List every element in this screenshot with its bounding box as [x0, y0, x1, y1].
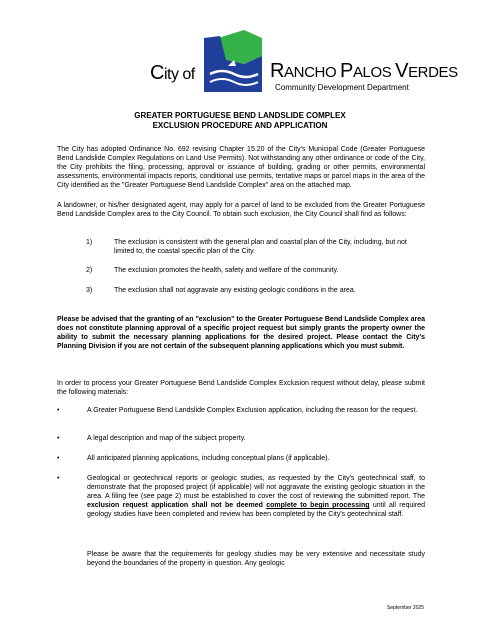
materials-intro-paragraph: In order to process your Greater Portuguese Bend Landslide Complex Exclusion request without delay, please submit the following materials:	[57, 380, 425, 396]
application-paragraph: A landowner, or his/her designated agent, may apply for a parcel of land to be excluded from the Greater Portuguese Bend Landslide Complex area to the City Council. To obtain such exclusion, the City Council shall find as follows:	[57, 202, 425, 218]
geology-note-paragraph: Please be aware that the requirements for geology studies may be very extensive and necessitate study beyond the boundaries of the property in question. Any geologic	[87, 551, 425, 567]
letterhead	[0, 0, 480, 100]
advisory-paragraph: Please be advised that the granting of an "exclusion" to the Greater Portuguese Bend Landslide Complex area does not constitute planning approval of a specific project request but simply grants the property owner the ability to submit the necessary planning applications for the desired project. Please contact the City's Planning Division if you are not certain of the subsequent planning applications which you must submit.	[57, 316, 425, 350]
document-title-line-1: GREATER PORTUGUESE BEND LANDSLIDE COMPLEX	[134, 111, 346, 120]
intro-paragraph: The City has adopted Ordinance No. 692 revising Chapter 15.20 of the City's Municipal Code (Greater Portuguese Bend Landslide Complex Regulations on Land Use Permits). Not withstanding any other ordinance or code of the City, the City prohibits the filing, processing, approval or issuance of building, grading or other permits, environmental assessments, environmental impacts reports, conditional use permits, tentative maps or parcel maps in the area of the City identified as the "Greater Portuguese Bend Landslide Complex" area on the attached map.	[57, 146, 425, 189]
rancho-palos-verdes-wordmark: RANCHO PALOS VERDES	[270, 60, 458, 82]
city-of-wordmark: City of	[150, 62, 195, 84]
department-name: Community Development Department	[275, 83, 409, 92]
document-title-line-2: EXCLUSION PROCEDURE AND APPLICATION	[152, 121, 328, 130]
city-logo-icon	[204, 30, 266, 92]
page-footer-date: September 2025	[387, 605, 424, 611]
